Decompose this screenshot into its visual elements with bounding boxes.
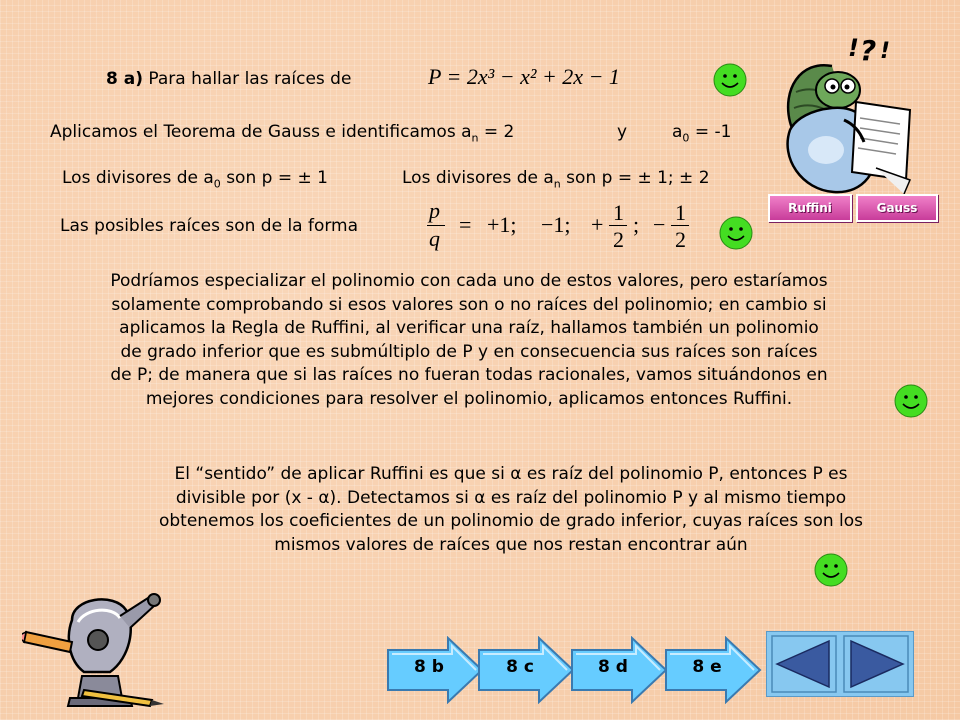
ruffini-explanation-paragraph: Podríamos especializar el polinomio con cada uno de estos valores, pero estaríamos solamente comprobando si esos valores son o no raíces del polinomio; en cambio si aplicamos la Regla de Ruffini, al verificar una raíz, hallamos también un polinomio de grado inferior que es submúltiplo de P y en consecuencia sus raíces son raíces de P; de manera que si las raíces no fueran todas racionales, vamos situándonos en mejores condiciones para resolver el polinomio, aplicamos entonces Ruffini.	[110, 271, 828, 409]
exercise-heading	[106, 69, 351, 89]
triangle-left-icon[interactable]	[771, 635, 837, 693]
ruffini-button[interactable]: Ruffini	[768, 194, 852, 222]
conjunction-y: y	[617, 122, 628, 142]
ruffini-sense-paragraph: El “sentido” de aplicar Ruffini es que si α es raíz del polinomio P, entonces P es divisible por (x - α). Detectamos si α es raíz del polinomio P y al mismo tiempo obtenemos los coeficientes de un polinomio de grado inferior, cuyas raíces son los mismos valores de raíces que nos restan encontrar aún	[158, 464, 864, 555]
an-value: = 2	[478, 122, 515, 142]
gauss-theorem-line	[50, 122, 514, 144]
media-nav-panel	[766, 631, 914, 697]
gauss-text: Aplicamos el Teorema de Gauss e identificamos a	[50, 122, 472, 142]
nav-8c-label[interactable]: 8 c	[506, 657, 534, 677]
a0-value: $a_0 = -1$	[672, 122, 732, 145]
pencil-sharpener-icon	[22, 580, 172, 710]
smiley-icon[interactable]	[712, 62, 748, 98]
gauss-button[interactable]: Gauss	[856, 194, 938, 222]
nav-8b-label[interactable]: 8 b	[414, 657, 444, 677]
possible-roots-text: Las posibles raíces son de la forma	[60, 216, 359, 236]
divisors-an: Los divisores de $a_n$ son p = ± 1; ± 2	[402, 168, 710, 191]
smiley-icon[interactable]	[718, 215, 754, 251]
nav-8d-label[interactable]: 8 d	[598, 657, 628, 677]
triangle-right-icon[interactable]	[843, 635, 909, 693]
nav-8e-label[interactable]: 8 e	[692, 657, 722, 677]
smiley-icon[interactable]	[893, 383, 929, 419]
svg-text:!: !	[848, 34, 859, 62]
polynomial-formula: P = 2x³ − x² + 2x − 1	[428, 64, 620, 89]
heading-text: Para hallar las raíces de	[148, 69, 352, 89]
exercise-number: 8 a)	[106, 69, 143, 89]
confused-bookworm-icon	[760, 30, 930, 200]
svg-text:!: !	[880, 39, 891, 64]
an-subscript: n	[471, 131, 479, 145]
possible-roots-formula: p q = +1; −1; + 1 2 ; − 1 2	[425, 198, 695, 254]
smiley-icon[interactable]	[813, 552, 849, 588]
svg-text:?: ?	[860, 34, 877, 67]
divisors-a0: Los divisores de $a_0$ son p = ± 1	[62, 168, 328, 191]
